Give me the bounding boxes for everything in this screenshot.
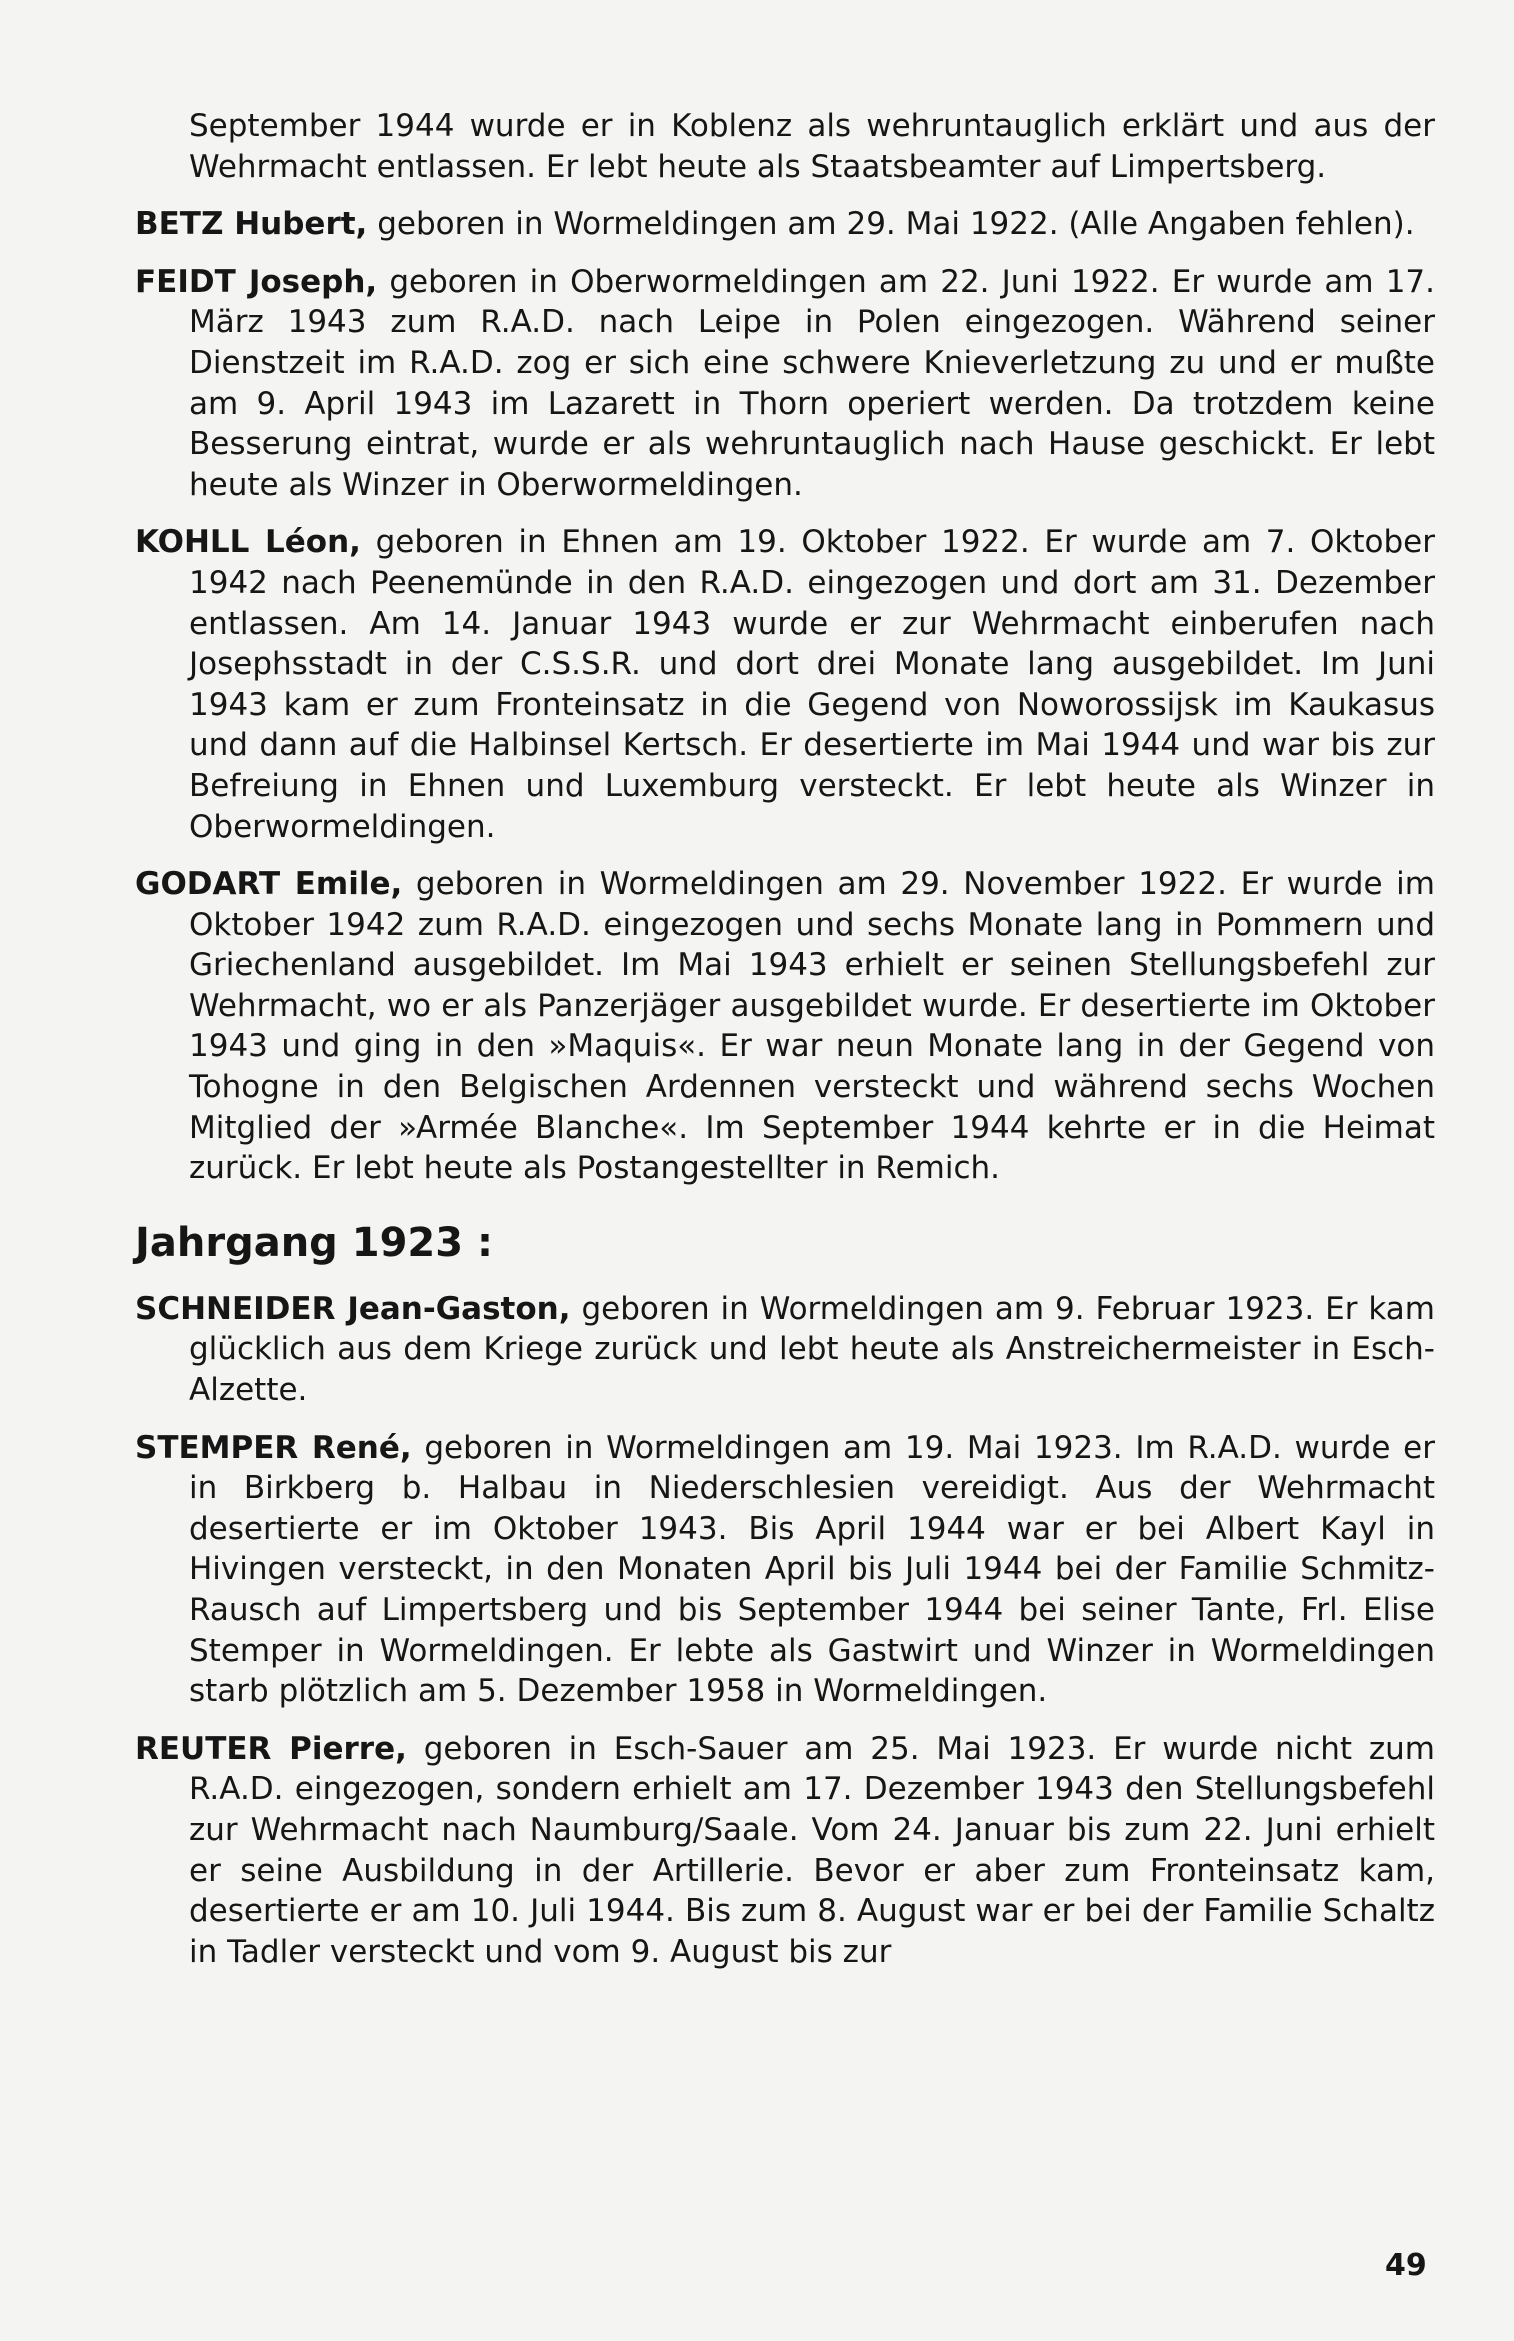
continuation-paragraph bbox=[135, 106, 1435, 187]
entry-name: KOHLL Léon, bbox=[135, 524, 361, 561]
continuation-text: September 1944 wurde er in Koblenz als wehruntauglich erklärt und aus der Wehrmacht entlassen. Er lebt heute als Staatsbeamter auf Limpertsberg. bbox=[189, 108, 1435, 185]
entry-text: geboren in Wormeldingen am 19. Mai 1923. Im R.A.D. wurde er in Birkberg b. Halbau in Niederschlesien vereidigt. Aus der Wehrmacht desertierte er im Oktober 1943. Bis April 1944 war er bei Albert Kayl in Hivingen versteckt, in den Monaten April bis Juli 1944 bei der Familie Schmitz-Rausch auf Limpertsberg und bis September 1944 bei seiner Tante, Frl. Elise Stemper in Wormeldingen. Er lebte als Gastwirt und Winzer in Wormeldingen starb plötzlich am 5. Dezember 1958 in Wormeldingen. bbox=[189, 1429, 1435, 1710]
section-heading-jahrgang-1923: Jahrgang 1923 : bbox=[135, 1219, 493, 1266]
entry-text: geboren in Ehnen am 19. Oktober 1922. Er wurde am 7. Oktober 1942 nach Peenemünde in den R.A.D. eingezogen und dort am 31. Dezember entlassen. Am 14. Januar 1943 wurde er zur Wehrmacht einberufen nach Josephsstadt in der C.S.S.R. und dort drei Monate lang ausgebildet. Im Juni 1943 kam er zum Fronteinsatz in die Gegend von Noworossijsk im Kaukasus und dann auf die Halbinsel Kertsch. Er desertierte im Mai 1944 und war bis zur Befreiung in Ehnen und Luxemburg versteckt. Er lebt heute als Winzer in Oberwormeldingen. bbox=[189, 524, 1435, 845]
entry-name: BETZ Hubert, bbox=[135, 206, 368, 243]
entry-text: geboren in Esch-Sauer am 25. Mai 1923. Er wurde nicht zum R.A.D. eingezogen, sondern erhielt am 17. Dezember 1943 den Stellungsbefehl zur Wehrmacht nach Naumburg/Saale. Vom 24. Januar bis zum 22. Juni erhielt er seine Ausbildung in der Artillerie. Bevor er aber zum Fronteinsatz kam, desertierte er am 10. Juli 1944. Bis zum 8. August war er bei der Familie Schaltz in Tadler versteckt und vom 9. August bis zur bbox=[189, 1730, 1435, 1970]
entry-name: STEMPER René, bbox=[135, 1429, 412, 1466]
entry-kohll-leon bbox=[135, 522, 1435, 847]
page-body bbox=[135, 106, 1435, 1989]
entry-name: REUTER Pierre, bbox=[135, 1730, 407, 1767]
entry-name: GODART Emile, bbox=[135, 866, 403, 903]
entry-name: SCHNEIDER Jean-Gaston, bbox=[135, 1290, 571, 1327]
entry-reuter-pierre bbox=[135, 1729, 1435, 1973]
entry-name: FEIDT Joseph, bbox=[135, 263, 378, 300]
page-number: 49 bbox=[1385, 2248, 1427, 2283]
entry-godart-emile bbox=[135, 864, 1435, 1189]
entry-schneider-jean-gaston bbox=[135, 1289, 1435, 1411]
entry-text: geboren in Wormeldingen am 9. Februar 1923. Er kam glücklich aus dem Kriege zurück und lebt heute als Anstreichermeister in Esch-Alzette. bbox=[189, 1290, 1435, 1409]
entry-betz-hubert bbox=[135, 204, 1435, 245]
entry-stemper-rene bbox=[135, 1428, 1435, 1712]
entry-text: geboren in Wormeldingen am 29. November 1922. Er wurde im Oktober 1942 zum R.A.D. eingezogen und sechs Monate lang in Pommern und Griechenland ausgebildet. Im Mai 1943 erhielt er seinen Stellungsbefehl zur Wehrmacht, wo er als Panzerjäger ausgebildet wurde. Er desertierte im Oktober 1943 und ging in den »Maquis«. Er war neun Monate lang in der Gegend von Tohogne in den Belgischen Ardennen versteckt und während sechs Wochen Mitglied der »Armée Blanche«. Im September 1944 kehrte er in die Heimat zurück. Er lebt heute als Postangestellter in Remich. bbox=[189, 866, 1435, 1187]
entry-feidt-joseph bbox=[135, 262, 1435, 506]
entry-text: geboren in Oberwormeldingen am 22. Juni 1922. Er wurde am 17. März 1943 zum R.A.D. nach Leipe in Polen eingezogen. Während seiner Dienstzeit im R.A.D. zog er sich eine schwere Knieverletzung zu und er mußte am 9. April 1943 im Lazarett in Thorn operiert werden. Da trotzdem keine Besserung eintrat, wurde er als wehruntauglich nach Hause geschickt. Er lebt heute als Winzer in Oberwormeldingen. bbox=[189, 263, 1435, 503]
entry-text: geboren in Wormeldingen am 29. Mai 1922. (Alle Angaben fehlen). bbox=[367, 206, 1415, 243]
